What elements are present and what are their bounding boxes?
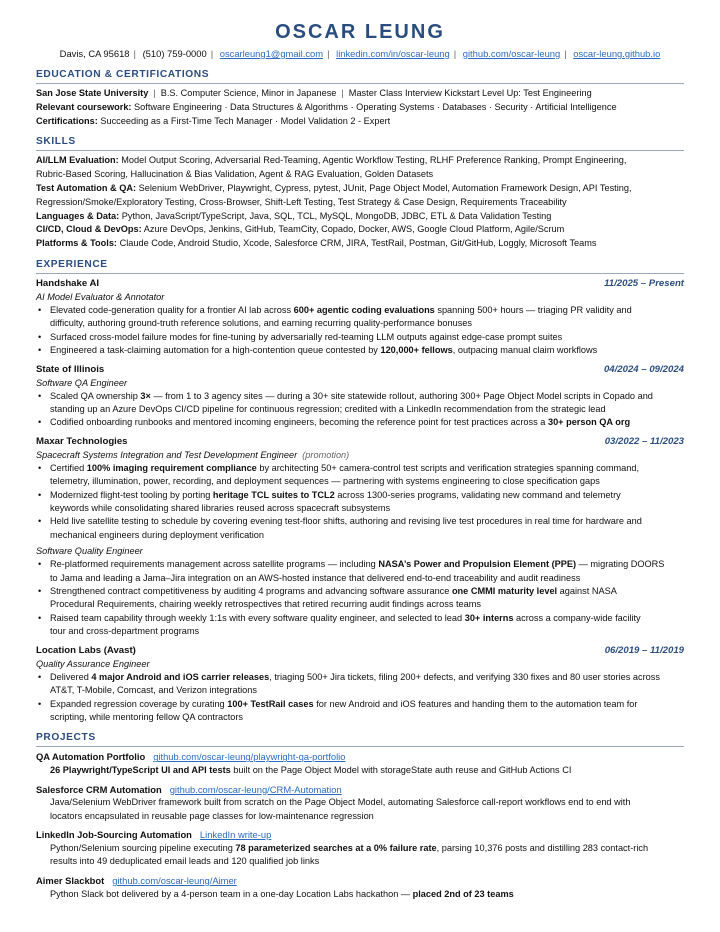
resume-page xyxy=(36,20,684,901)
location: Davis, CA 95618 xyxy=(59,48,130,59)
job-role: Software QA Engineer xyxy=(36,377,128,388)
skill-text: Claude Code, Android Studio, Xcode, Salesforce CRM, JIRA, TestRail, Postman, Git/GitHub, Loggly, Microsoft Teams xyxy=(119,238,597,249)
job-bullets xyxy=(36,462,684,542)
company: Handshake AI xyxy=(36,277,100,289)
email-link[interactable]: oscarleung1@gmail.com xyxy=(219,48,324,59)
bullet: • Engineered a task-claiming automation for a high-contention queue contested by 120,000+ fellows, outpacing manual claim workflows xyxy=(36,344,684,357)
project-name: QA Automation Portfolio xyxy=(36,751,146,763)
project-header xyxy=(36,783,684,797)
project-description: Java/Selenium WebDriver framework built from scratch on the Page Object Model, automating Salesforce call-report workflows end to end with locators encapsulated in reusable page classes for low-maintenance regression xyxy=(50,797,631,821)
coursework-line xyxy=(36,101,684,115)
project-link[interactable]: LinkedIn write-up xyxy=(199,829,272,841)
section-experience-title: EXPERIENCE xyxy=(36,258,684,274)
skill-text: Azure DevOps, Jenkins, GitHub, TeamCity, Copado, Docker, AWS, Google Cloud Platform, Agile/Scrum xyxy=(143,224,565,235)
coursework: Software Engineering · Data Structures & Algorithms · Operating Systems · Databases · Security · Artificial Intelligence xyxy=(134,101,617,112)
bullet: • Certified 100% imaging requirement compliance by architecting 50+ camera-control test scripts and verification strategies spanning command, telemetry, illumination, power, recording, and deployment sequences — partnering with systems engineering to close specification gaps xyxy=(36,462,684,489)
certifications-label: Certifications: xyxy=(36,115,98,126)
bullet: • Expanded regression coverage by curating 100+ TestRail cases for new Android and iOS features and handing them to the automation team for scripting, while mentoring fellow QA contractors xyxy=(36,698,684,725)
job-header xyxy=(36,644,684,658)
certifications-line xyxy=(36,115,684,129)
candidate-name: OSCAR LEUNG xyxy=(275,21,445,43)
project-header xyxy=(36,828,684,842)
degree: B.S. Computer Science, Minor in Japanese xyxy=(160,88,337,98)
project-description: Python Slack bot delivered by a 4-person team in a one-day Location Labs hackathon — placed 2nd of 23 teams xyxy=(50,888,514,899)
bullet: • Elevated code-generation quality for a frontier AI lab across 600+ agentic coding evaluations spanning 500+ hours — triaging PR validity and difficulty, authoring ground-truth reference solutions, and earning recurring quality-performance bonuses xyxy=(36,304,684,331)
section-education-title: EDUCATION & CERTIFICATIONS xyxy=(36,68,684,84)
project-description: 26 Playwright/TypeScript UI and API tests built on the Page Object Model with storageState auth reuse and GitHub Actions CI xyxy=(50,764,572,775)
skill-label: Platforms & Tools: xyxy=(36,238,117,249)
coursework-label: Relevant coursework: xyxy=(36,101,132,112)
job-bullets xyxy=(36,671,684,725)
linkedin-link[interactable]: linkedin.com/in/oscar-leung xyxy=(336,48,450,59)
bullet: • Codified onboarding runbooks and mentored incoming engineers, becoming the reference point for test practices across a 30+ person QA org xyxy=(36,416,684,429)
company: Location Labs (Avast) xyxy=(36,644,136,656)
section-skills-title: SKILLS xyxy=(36,135,684,151)
skill-text: Rubric-Based Scoring, Hallucination & Bias Validation, Agent & RAG Evaluation, Golden Datasets xyxy=(36,169,434,180)
job-bullets-2 xyxy=(36,558,684,638)
bullet: • Scaled QA ownership 3× — from 1 to 3 agency sites — during a 30+ site statewide rollout, authoring 300+ Page Object Model scripts in Copado and standing up an Azure DevOps CI/CD pipeline for continuous regression; credited with a LinkedIn recommendation from the strategic lead xyxy=(36,390,684,417)
project-header xyxy=(36,750,684,764)
project-name: LinkedIn Job-Sourcing Automation xyxy=(36,829,192,841)
github-link[interactable]: github.com/oscar-leung xyxy=(462,48,561,59)
skill-label: Languages & Data: xyxy=(36,210,120,221)
job-header xyxy=(36,435,684,449)
skill-row xyxy=(36,182,684,196)
job-dates: 11/2025 – Present xyxy=(604,277,684,289)
job-bullets xyxy=(36,304,684,358)
education-extra: Master Class Interview Kickstart Level Up: Test Engineering xyxy=(348,88,592,98)
company: Maxar Technologies xyxy=(36,435,128,447)
project-description: Python/Selenium sourcing pipeline executing 78 parameterized searches at a 0% failure rate, parsing 10,376 posts and distilling 283 contact-rich results into 49 deduplicated email leads and 120 qualified job links xyxy=(50,842,649,867)
job-dates: 03/2022 – 11/2023 xyxy=(604,435,684,447)
company: State of Illinois xyxy=(36,363,105,375)
skill-text: Regression/Smoke/Exploratory Testing, Cross-Browser, Shift-Left Testing, Test Strategy & Case Design, Requirements Traceability xyxy=(36,196,567,207)
skill-label: AI/LLM Evaluation: xyxy=(36,155,119,166)
job-bullets xyxy=(36,390,684,430)
skill-row xyxy=(36,237,684,251)
bullet: • Re-platformed requirements management across satellite programs — including NASA’s Power and Propulsion Element (PPE) — migrating DOORS to Jama and leading a Jama–Jira integration on an AWS-hosted instance that delivered end-to-end traceability and audit readiness xyxy=(36,558,684,585)
education-line: San Jose State University | B.S. Computer Science, Minor in Japanese | Master Class Interview Kickstart Level Up: Test Engineering xyxy=(36,88,592,98)
skill-row xyxy=(36,210,684,224)
job-role-2: Software Quality Engineer xyxy=(36,546,143,557)
project-header xyxy=(36,874,684,888)
skill-text: Selenium WebDriver, Playwright, Cypress, pytest, JUnit, Page Object Model, Automation Framework Design, API Testing, xyxy=(138,182,632,193)
skill-row xyxy=(36,154,684,168)
job-role xyxy=(36,449,684,462)
skill-label: Test Automation & QA: xyxy=(36,182,137,193)
job-dates: 06/2019 – 11/2019 xyxy=(604,644,684,656)
project-link[interactable]: github.com/oscar-leung/Aimer xyxy=(112,875,237,887)
skill-label: CI/CD, Cloud & DevOps: xyxy=(36,224,142,235)
bullet: • Surfaced cross-model failure modes for fine-tuning by adversarially red-teaming LLM outputs against edge-case prompt suites xyxy=(36,331,684,344)
certifications: Succeeding as a First-Time Tech Manager · Model Validation 2 - Expert xyxy=(100,115,391,126)
role-title: Spacecraft Systems Integration and Test Development Engineer xyxy=(36,449,298,460)
job-header xyxy=(36,363,684,377)
job-role: Quality Assurance Engineer xyxy=(36,658,150,669)
project-link[interactable]: github.com/oscar-leung/CRM-Automation xyxy=(169,783,342,795)
section-projects-title: PROJECTS xyxy=(36,731,684,747)
skill-text: Python, JavaScript/TypeScript, Java, SQL, TCL, MySQL, MongoDB, JDBC, ETL & Data Validation Testing xyxy=(121,210,552,221)
skill-row xyxy=(36,223,684,237)
bullet: • Delivered 4 major Android and iOS carrier releases, triaging 500+ Jira tickets, filing 200+ defects, and verifying 330 fixes and 80 user stories across AT&T, T-Mobile, Comcast, and Verizon integrations xyxy=(36,671,684,698)
school: San Jose State University xyxy=(36,88,149,98)
bullet: • Raised team capability through weekly 1:1s with every software quality engineer, and selected to lead 30+ interns across a company-wide facility tour and cross-department programs xyxy=(36,612,684,639)
job-dates: 04/2024 – 09/2024 xyxy=(603,363,684,375)
website-link[interactable]: oscar-leung.github.io xyxy=(573,48,661,59)
promotion-note: (promotion) xyxy=(302,449,350,460)
job-header xyxy=(36,277,684,291)
contact-line: Davis, CA 95618 | (510) 759-0000 | oscarleung1@gmail.com | linkedin.com/in/oscar-leung | github.com/oscar-leung | oscar-leung.github.io xyxy=(59,48,661,59)
phone: (510) 759-0000 xyxy=(142,48,207,59)
bullet: • Modernized flight-test tooling by porting heritage TCL suites to TCL2 across 1300-series programs, validating new command and telemetry keywords while consolidating shared libraries reused across spacecraft subsystems xyxy=(36,489,684,516)
job-role: AI Model Evaluator & Annotator xyxy=(36,291,165,302)
project-name: Salesforce CRM Automation xyxy=(36,783,162,795)
bullet: • Strengthened contract competitiveness by auditing 4 programs and advancing software assurance one CMMI maturity level against NASA Procedural Requirements, chairing weekly retrospectives that retired recurring audit findings across teams xyxy=(36,585,684,612)
project-name: Aimer Slackbot xyxy=(36,875,105,887)
project-link[interactable]: github.com/oscar-leung/playwright-qa-portfolio xyxy=(153,751,346,763)
skill-row-cont xyxy=(36,196,684,210)
skill-row-cont xyxy=(36,168,684,182)
bullet: • Held live satellite testing to schedule by covering evening test-floor shifts, authoring and revising live test procedures in real time for hardware and mechanical engineers during deployment verification xyxy=(36,515,684,542)
skill-text: Model Output Scoring, Adversarial Red-Teaming, Agentic Workflow Testing, RLHF Preference Ranking, Prompt Engineering, xyxy=(121,155,627,166)
